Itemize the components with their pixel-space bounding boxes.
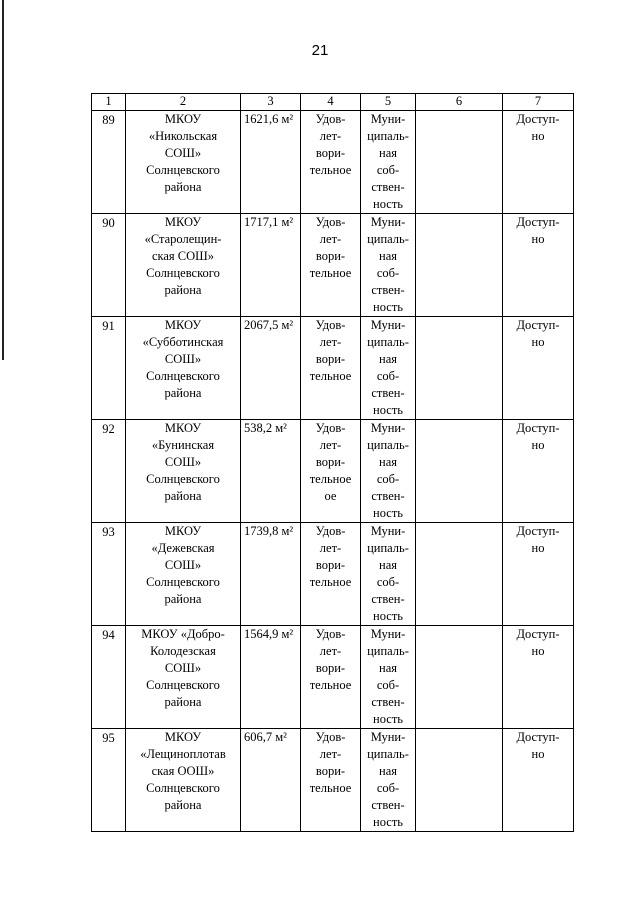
row-number-cell-text: 93 <box>102 525 115 539</box>
condition-cell <box>301 317 361 420</box>
accessibility-cell <box>503 317 574 420</box>
header-row <box>92 94 574 111</box>
row-number-cell-text: 94 <box>102 628 115 642</box>
accessibility-cell <box>503 214 574 317</box>
condition-cell <box>301 111 361 214</box>
header-cell-3: 3 <box>241 94 301 111</box>
school-name-cell-text: МКОУ «Бунинская СОШ» Солнцевского района <box>146 421 220 503</box>
condition-cell <box>301 420 361 523</box>
school-name-cell <box>126 626 241 729</box>
row-number-cell <box>92 214 126 317</box>
table-row <box>92 523 574 626</box>
accessibility-cell-text: Доступ- но <box>516 421 560 452</box>
row-number-cell <box>92 420 126 523</box>
area-cell <box>241 214 301 317</box>
ownership-cell <box>361 111 416 214</box>
school-name-cell <box>126 214 241 317</box>
accessibility-cell-text: Доступ- но <box>516 627 560 658</box>
header-cell-4: 4 <box>301 94 361 111</box>
accessibility-cell <box>503 626 574 729</box>
area-cell-text: 1621,6 м² <box>244 112 294 126</box>
area-cell <box>241 317 301 420</box>
row-number-cell <box>92 111 126 214</box>
condition-cell <box>301 523 361 626</box>
row-number-cell-text: 90 <box>102 216 115 230</box>
ownership-cell-text: Муни- ципаль- ная соб- ствен- ность <box>367 627 409 726</box>
ownership-cell <box>361 626 416 729</box>
table-row <box>92 420 574 523</box>
condition-cell-text: Удов- лет- вори- тельное <box>309 215 352 280</box>
row-number-cell <box>92 317 126 420</box>
school-name-cell <box>126 420 241 523</box>
condition-cell-text: Удов- лет- вори- тельное <box>309 730 352 795</box>
table-row <box>92 111 574 214</box>
table-row <box>92 729 574 832</box>
area-cell-text: 2067,5 м² <box>244 318 294 332</box>
empty-column-cell <box>416 111 503 214</box>
row-number-cell-text: 95 <box>102 731 115 745</box>
condition-cell-text: Удов- лет- вори- тельное <box>309 627 352 692</box>
school-name-cell-text: МКОУ «Добро- Колодезская СОШ» Солнцевского района <box>141 627 225 709</box>
condition-cell-text: Удов- лет- вори- тельное <box>309 318 352 383</box>
accessibility-cell-text: Доступ- но <box>516 215 560 246</box>
empty-column-cell <box>416 729 503 832</box>
accessibility-cell <box>503 111 574 214</box>
table-row <box>92 214 574 317</box>
ownership-cell-text: Муни- ципаль- ная соб- ствен- ность <box>367 524 409 623</box>
header-cell-7: 7 <box>503 94 574 111</box>
row-number-cell-text: 89 <box>102 113 115 127</box>
row-number-cell <box>92 523 126 626</box>
page-number: 21 <box>311 42 329 59</box>
ownership-cell <box>361 523 416 626</box>
table-row <box>92 317 574 420</box>
ownership-cell-text: Муни- ципаль- ная соб- ствен- ность <box>367 318 409 417</box>
accessibility-cell-text: Доступ- но <box>516 524 560 555</box>
school-name-cell-text: МКОУ «Дежевская СОШ» Солнцевского района <box>146 524 220 606</box>
accessibility-cell-text: Доступ- но <box>516 112 560 143</box>
row-number-cell <box>92 729 126 832</box>
header-cell-1: 1 <box>92 94 126 111</box>
area-cell <box>241 729 301 832</box>
school-name-cell <box>126 111 241 214</box>
condition-cell-text: Удов- лет- вори- тельное <box>309 112 352 177</box>
facilities-table <box>91 93 574 832</box>
ownership-cell <box>361 214 416 317</box>
row-number-cell-text: 92 <box>102 422 115 436</box>
ownership-cell <box>361 317 416 420</box>
ownership-cell-text: Муни- ципаль- ная соб- ствен- ность <box>367 730 409 829</box>
area-cell-text: 606,7 м² <box>244 730 287 744</box>
accessibility-cell <box>503 523 574 626</box>
empty-column-cell <box>416 523 503 626</box>
accessibility-cell <box>503 420 574 523</box>
area-cell-text: 1564,9 м² <box>244 627 294 641</box>
accessibility-cell-text: Доступ- но <box>516 318 560 349</box>
condition-cell <box>301 214 361 317</box>
header-cell-5: 5 <box>361 94 416 111</box>
condition-cell <box>301 729 361 832</box>
row-number-cell <box>92 626 126 729</box>
condition-cell-text: Удов- лет- вори- тельное ое <box>309 421 352 503</box>
area-cell <box>241 626 301 729</box>
accessibility-cell <box>503 729 574 832</box>
header-cell-6: 6 <box>416 94 503 111</box>
empty-column-cell <box>416 317 503 420</box>
header-cell-2: 2 <box>126 94 241 111</box>
ownership-cell-text: Муни- ципаль- ная соб- ствен- ность <box>367 112 409 211</box>
row-number-cell-text: 91 <box>102 319 115 333</box>
area-cell-text: 538,2 м² <box>244 421 287 435</box>
ownership-cell-text: Муни- ципаль- ная соб- ствен- ность <box>367 421 409 520</box>
school-name-cell <box>126 317 241 420</box>
condition-cell-text: Удов- лет- вори- тельное <box>309 524 352 589</box>
school-name-cell-text: МКОУ «Никольская СОШ» Солнцевского района <box>146 112 220 194</box>
school-name-cell <box>126 729 241 832</box>
ownership-cell-text: Муни- ципаль- ная соб- ствен- ность <box>367 215 409 314</box>
ownership-cell <box>361 729 416 832</box>
condition-cell <box>301 626 361 729</box>
school-name-cell-text: МКОУ «Субботинская СОШ» Солнцевского района <box>142 318 224 400</box>
school-name-cell <box>126 523 241 626</box>
ownership-cell <box>361 420 416 523</box>
area-cell-text: 1717,1 м² <box>244 215 294 229</box>
area-cell <box>241 420 301 523</box>
empty-column-cell <box>416 626 503 729</box>
school-name-cell-text: МКОУ «Старолещин- ская СОШ» Солнцевского района <box>144 215 222 297</box>
area-cell-text: 1739,8 м² <box>244 524 294 538</box>
empty-column-cell <box>416 214 503 317</box>
accessibility-cell-text: Доступ- но <box>516 730 560 761</box>
school-name-cell-text: МКОУ «Лещиноплотав ская ООШ» Солнцевского района <box>140 730 226 812</box>
area-cell <box>241 111 301 214</box>
table-row <box>92 626 574 729</box>
area-cell <box>241 523 301 626</box>
empty-column-cell <box>416 420 503 523</box>
